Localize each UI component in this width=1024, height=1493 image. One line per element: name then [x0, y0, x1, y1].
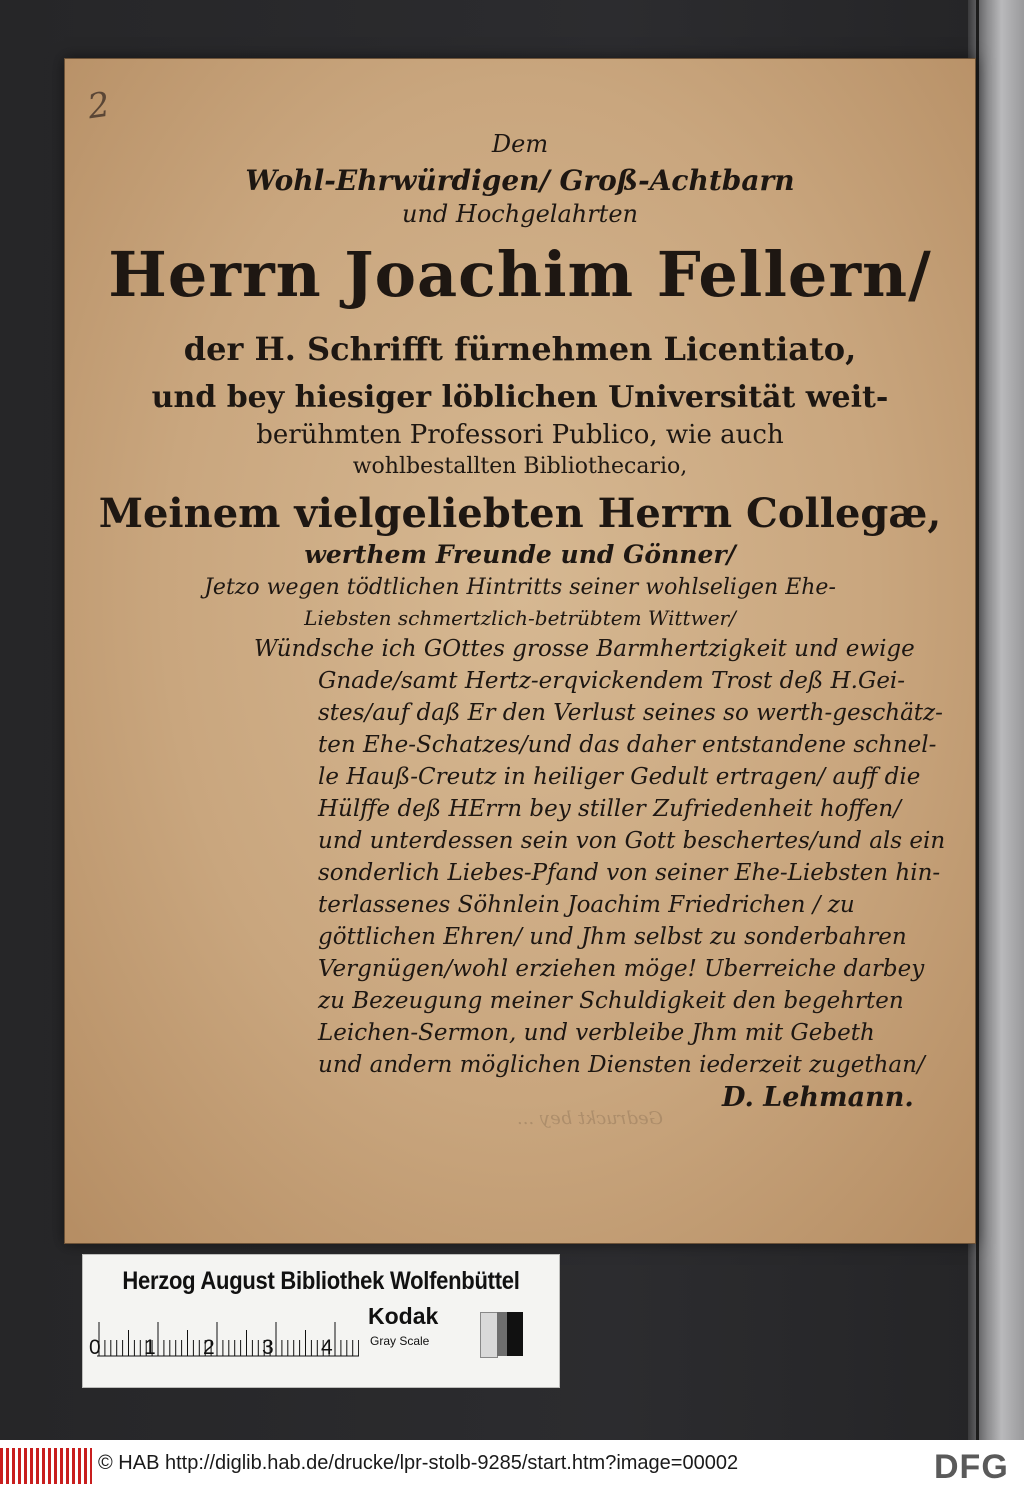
body-line: und andern möglichen Diensten iederzeit zugethan/ — [318, 1052, 925, 1078]
heading-line-dem: Dem — [491, 130, 549, 158]
ruler-label: 2 — [203, 1336, 215, 1359]
body-line: zu Bezeugung meiner Schuldigkeit den begehrten — [318, 988, 904, 1014]
body-line: Vergnügen/wohl erziehen möge! Uberreiche darbey — [318, 956, 925, 982]
body-line: stes/auf daß Er den Verlust seines so werth-geschätz- — [318, 700, 943, 726]
heading-line-collegae: Meinem vielgeliebten Herrn Collegæ, — [98, 490, 942, 537]
body-line: Hülffe deß HErrn bey stiller Zufriedenheit hoffen/ — [318, 796, 901, 822]
heading-line-hintritts: Jetzo wegen tödtlichen Hintritts seiner wohlseligen Ehe- — [204, 575, 836, 600]
show-through-text: Gedruckt bey ... — [517, 1108, 663, 1129]
body-line: Gnade/samt Hertz-erqvickendem Trost deß H.Gei- — [318, 668, 906, 694]
ruler-label: 4 — [321, 1336, 333, 1359]
heading-line-titles: Wohl-Ehrwürdigen/ Groß-Achtbarn — [245, 164, 795, 197]
ruler-scale — [97, 1313, 359, 1357]
heading-line-universitat: und bey hiesiger löblichen Universität weit- — [151, 380, 889, 415]
heading-line-hochgelahrten: und Hochgelahrten — [402, 200, 638, 228]
heading-line-bibliothecario: wohlbestallten Bibliothecario, — [352, 454, 688, 479]
body-line: sonderlich Liebes-Pfand von seiner Ehe-Liebsten hin- — [318, 860, 941, 886]
body-line: göttlichen Ehren/ und Jhm selbst zu sonderbahren — [318, 924, 907, 950]
gray-swatch-dark — [507, 1312, 523, 1356]
body-line: terlassenes Söhnlein Joachim Friedrichen / zu — [318, 892, 855, 918]
heading-line-goenner: werthem Freunde und Gönner/ — [304, 540, 736, 569]
copyright-url[interactable]: © HAB http://diglib.hab.de/drucke/lpr-stolb-9285/start.htm?image=00002 — [98, 1452, 739, 1474]
heading-line-wittwer: Liebsten schmertzlich-betrübtem Wittwer/ — [304, 606, 736, 630]
ruler-label: 3 — [262, 1336, 274, 1359]
body-line: le Hauß-Creutz in heiliger Gedult ertragen/ auff die — [318, 764, 921, 790]
heading-line-licentiato: der H. Schrifft fürnehmen Licentiato, — [183, 330, 857, 368]
body-line: und unterdessen sein von Gott beschertes/und als ein — [318, 828, 946, 854]
ruler-label: 1 — [144, 1336, 156, 1359]
heading-name: Herrn Joachim Fellern/ — [108, 238, 932, 311]
book-edge — [968, 0, 1024, 1440]
library-name: Herzog August Bibliothek Wolfenbüttel — [122, 1267, 520, 1295]
body-line: ten Ehe-Schatzes/und das daher entstandene schnel- — [318, 732, 937, 758]
handwritten-page-number: 2 — [85, 84, 113, 128]
ruler-label: 0 — [89, 1336, 101, 1359]
kodak-logo: Kodak — [368, 1303, 439, 1329]
gray-swatch-mid — [497, 1312, 507, 1356]
body-line: Wündsche ich GOttes grosse Barmhertzigkeit und ewige — [254, 636, 915, 662]
gray-scale-label: Gray Scale — [370, 1334, 430, 1348]
footer-color-strip — [0, 1448, 92, 1484]
signature: D. Lehmann. — [722, 1082, 914, 1113]
heading-line-professori: berühmten Professori Publico, wie auch — [256, 420, 784, 450]
gray-swatch-light — [480, 1312, 498, 1358]
dfg-logo: DFG — [934, 1448, 1009, 1486]
body-line: Leichen-Sermon, und verbleibe Jhm mit Gebeth — [318, 1020, 875, 1046]
